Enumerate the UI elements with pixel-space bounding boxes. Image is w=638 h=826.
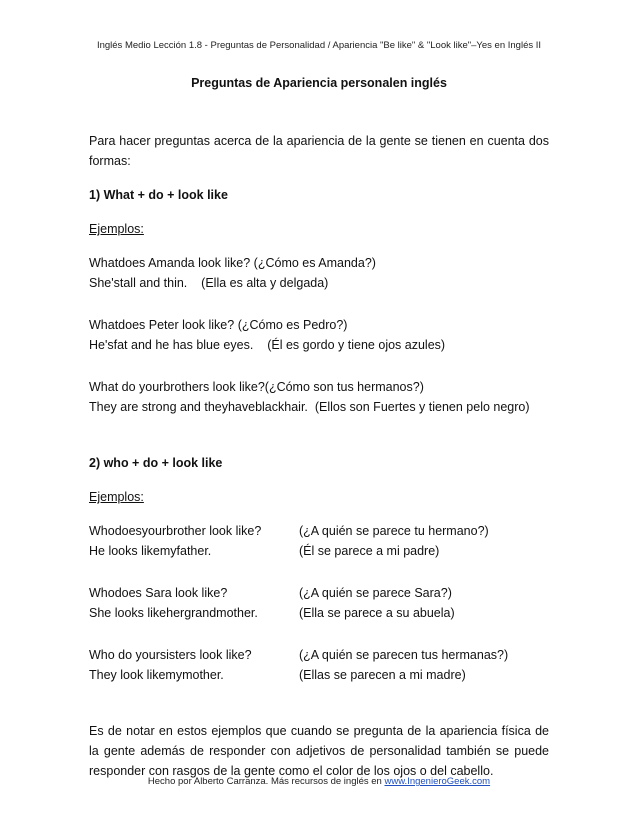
s1-answer-2: He'sfat and he has blue eyes. (Él es gordo y tiene ojos azules): [89, 338, 446, 352]
footer-text: Hecho por Alberto Carranza. Más recursos de inglés en: [147, 776, 385, 787]
s1-question-2: Whatdoes Peter look like? (¿Cómo es Pedro?): [89, 318, 348, 332]
s2-question-row-3: [89, 645, 549, 665]
s2-question-es-3: (¿A quién se parecen tus hermanas?): [299, 648, 509, 662]
page-footer: [0, 776, 638, 787]
s2-answer-en-3: They look likemymother.: [89, 668, 224, 682]
document-body: [89, 131, 549, 781]
section1-examples-label: Ejemplos:: [89, 222, 144, 236]
s2-answer-en-1: He looks likemyfather.: [89, 544, 212, 558]
s2-question-es-1: (¿A quién se parece tu hermano?): [299, 524, 489, 538]
s2-answer-row-1: [89, 541, 549, 561]
section2-examples-label: Ejemplos:: [89, 490, 144, 504]
s2-question-en-1: Whodoesyourbrother look like?: [89, 524, 262, 538]
s2-answer-es-3: (Ellas se parecen a mi madre): [299, 668, 466, 682]
s2-answer-row-3: [89, 665, 549, 685]
page-title: Preguntas de Apariencia personalen inglés: [191, 76, 447, 90]
footer-link[interactable]: www.IngenieroGeek.com: [384, 776, 491, 787]
s2-answer-en-2: She looks likehergrandmother.: [89, 606, 258, 620]
intro-paragraph: Para hacer preguntas acerca de la apariencia de la gente se tienen en cuenta dos formas:: [89, 134, 549, 168]
s2-answer-row-2: [89, 603, 549, 623]
s2-question-en-3: Who do yoursisters look like?: [89, 648, 252, 662]
s1-answer-1: She'stall and thin. (Ella es alta y delgada): [89, 276, 329, 290]
section2-heading: 2) who + do + look like: [89, 456, 223, 470]
s2-question-row-2: [89, 583, 549, 603]
s1-question-1: Whatdoes Amanda look like? (¿Cómo es Amanda?): [89, 256, 376, 270]
s1-answer-3: They are strong and theyhaveblackhair. (Ellos son Fuertes y tienen pelo negro): [89, 400, 530, 414]
s2-answer-es-1: (Él se parece a mi padre): [299, 544, 440, 558]
s2-answer-es-2: (Ella se parece a su abuela): [299, 606, 455, 620]
s2-question-en-2: Whodoes Sara look like?: [89, 586, 228, 600]
s2-question-row-1: [89, 521, 549, 541]
page-header: Inglés Medio Lección 1.8 - Preguntas de Personalidad / Apariencia "Be like" & "Look like"–Yes en Inglés II: [96, 40, 542, 51]
s2-question-es-2: (¿A quién se parece Sara?): [299, 586, 452, 600]
closing-paragraph: Es de notar en estos ejemplos que cuando se pregunta de la apariencia física de la gente además de responder con adjetivos de personalidad también se puede responder con rasgos de la gente como el color de los ojos o del cabello.: [89, 724, 549, 778]
s1-question-3: What do yourbrothers look like?(¿Cómo son tus hermanos?): [89, 380, 424, 394]
section1-heading: 1) What + do + look like: [89, 188, 228, 202]
